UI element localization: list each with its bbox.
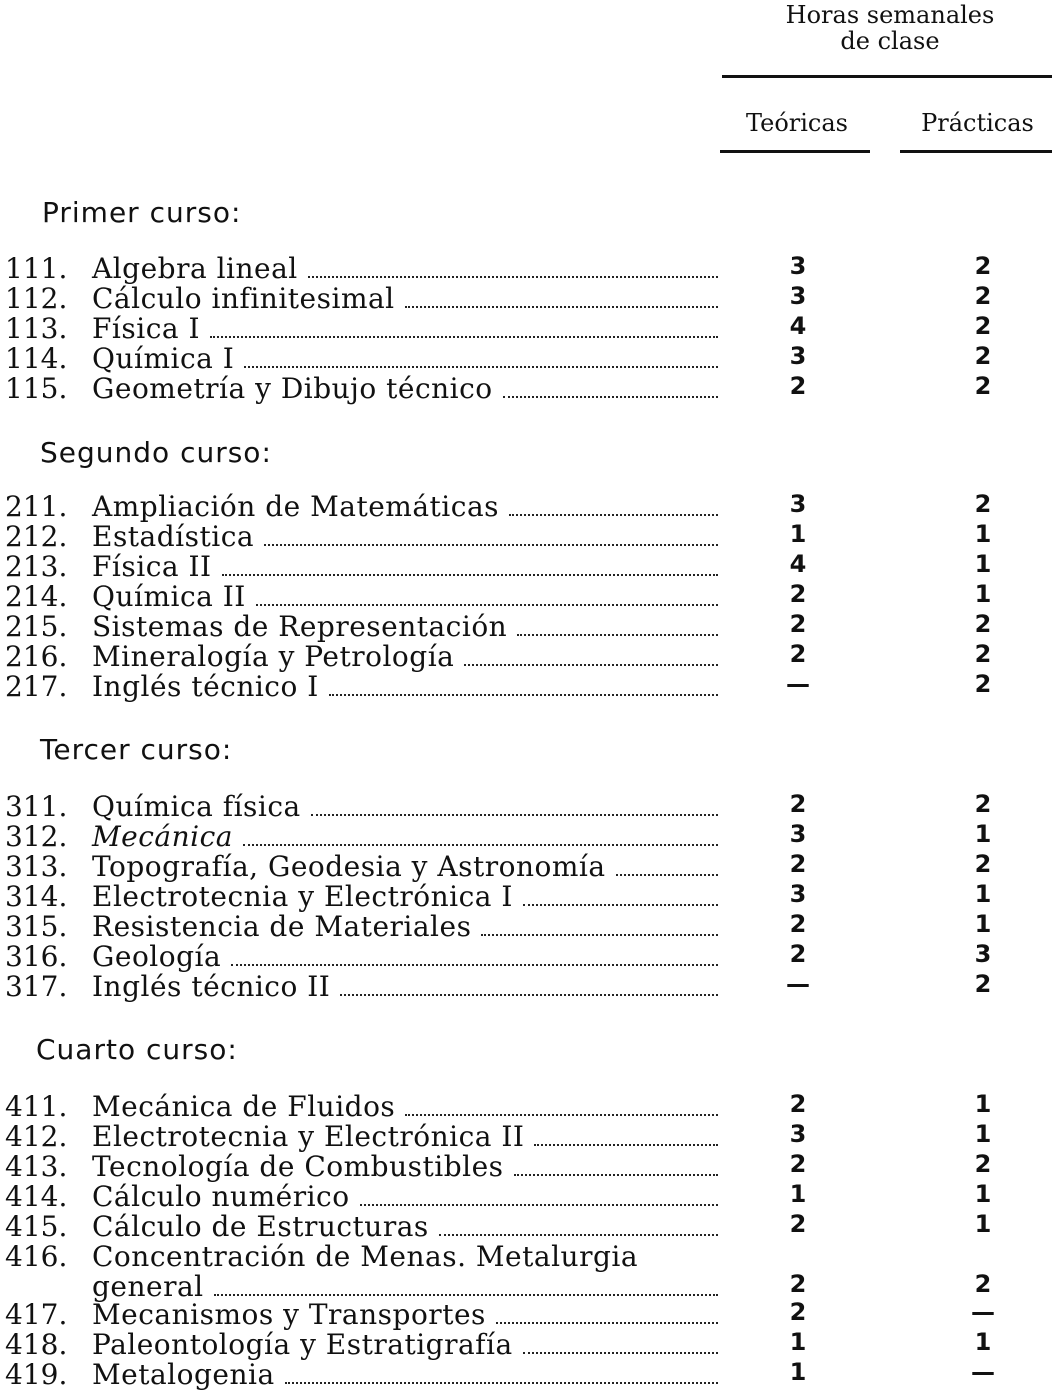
course-number: 412. (5, 1120, 68, 1153)
table-row (0, 1298, 1054, 1331)
subject-name: Geometría y Dibujo técnico (92, 372, 493, 405)
subject-name: general (92, 1270, 204, 1303)
course-number: 216. (5, 640, 68, 673)
dot-leader (210, 316, 718, 338)
course-number: 418. (5, 1328, 68, 1361)
course-number: 214. (5, 580, 68, 613)
course-number: 113. (5, 312, 68, 345)
subject-name: Química física (92, 790, 301, 823)
hours-teoricas: 3 (789, 820, 807, 848)
course-subject (92, 820, 722, 853)
section-title: Primer curso: (42, 196, 242, 229)
hours-teoricas: 4 (789, 312, 807, 340)
course-subject (92, 1180, 722, 1213)
subject-name: Mecánica (92, 820, 233, 853)
hours-teoricas: 1 (789, 1180, 807, 1208)
course-number: 217. (5, 670, 68, 703)
header-title-line1: Horas semanales (785, 1, 995, 29)
dot-leader (222, 554, 718, 576)
course-subject (92, 670, 722, 703)
hours-teoricas: 3 (789, 1120, 807, 1148)
course-subject (92, 790, 722, 823)
subject-name: Ampliación de Matemáticas (92, 490, 500, 523)
hours-practicas: 2 (974, 640, 992, 668)
hours-practicas: 2 (974, 670, 992, 698)
dot-leader (264, 524, 718, 546)
course-subject-line1 (92, 1240, 722, 1273)
course-number: 313. (5, 850, 68, 883)
hours-practicas: 2 (974, 342, 992, 370)
hours-teoricas: 2 (789, 1270, 807, 1298)
hours-practicas: 1 (974, 880, 992, 908)
course-number: 411. (5, 1090, 68, 1123)
course-number: 416. (5, 1240, 68, 1273)
course-subject (92, 880, 722, 913)
hours-teoricas: 2 (789, 910, 807, 938)
course-subject (92, 940, 722, 973)
subject-name: Física II (92, 550, 212, 583)
header-hours-title (760, 2, 1020, 54)
hours-practicas: 1 (974, 1210, 992, 1238)
subject-name: Inglés técnico II (92, 970, 331, 1003)
dot-leader (439, 1214, 718, 1236)
table-row (0, 1180, 1054, 1213)
table-row (0, 490, 1054, 523)
course-number: 215. (5, 610, 68, 643)
table-row (0, 910, 1054, 943)
table-row (0, 252, 1054, 285)
dot-leader (517, 614, 718, 636)
hours-practicas: — (971, 1298, 995, 1326)
course-number: 314. (5, 880, 68, 913)
hours-teoricas: 3 (789, 342, 807, 370)
course-number: 112. (5, 282, 68, 315)
subject-name: Mecánica de Fluidos (92, 1090, 396, 1123)
hours-practicas: 1 (974, 1120, 992, 1148)
dot-leader (509, 494, 718, 516)
hours-practicas: 2 (974, 610, 992, 638)
hours-teoricas: 2 (789, 610, 807, 638)
dot-leader (523, 1332, 718, 1354)
subject-name-line1: Concentración de Menas. Metalurgia (92, 1240, 639, 1273)
hours-practicas: 2 (974, 490, 992, 518)
hours-practicas: 1 (974, 1090, 992, 1118)
table-row (0, 1210, 1054, 1243)
hours-practicas: 1 (974, 910, 992, 938)
table-row (0, 1328, 1054, 1361)
subject-name: Electrotecnia y Electrónica I (92, 880, 513, 913)
dot-leader (523, 884, 718, 906)
dot-leader (464, 644, 718, 666)
course-subject (92, 1298, 722, 1331)
course-subject (92, 1210, 722, 1243)
hours-teoricas: 2 (789, 940, 807, 968)
table-row (0, 1150, 1054, 1183)
subject-name: Paleontología y Estratigrafía (92, 1328, 513, 1361)
course-subject (92, 1358, 722, 1391)
hours-teoricas: 2 (789, 640, 807, 668)
dot-leader (231, 944, 718, 966)
table-row (0, 670, 1054, 703)
subject-name: Electrotecnia y Electrónica II (92, 1120, 525, 1153)
hours-teoricas: 2 (789, 372, 807, 400)
course-subject (92, 550, 722, 583)
table-row (0, 640, 1054, 673)
dot-leader (360, 1184, 718, 1206)
course-number: 315. (5, 910, 68, 943)
dot-leader (481, 914, 718, 936)
header-teoricas: Teóricas (745, 109, 848, 137)
dot-leader (244, 346, 718, 368)
table-row (0, 820, 1054, 853)
header-practicas: Prácticas (921, 109, 1034, 137)
course-subject (92, 640, 722, 673)
subject-name: Mecanismos y Transportes (92, 1298, 486, 1331)
course-number: 111. (5, 252, 68, 285)
hours-teoricas: 2 (789, 580, 807, 608)
course-number: 413. (5, 1150, 68, 1183)
table-row (0, 790, 1054, 823)
hours-teoricas: 3 (789, 490, 807, 518)
hours-practicas: 2 (974, 282, 992, 310)
course-subject (92, 342, 722, 375)
hours-teoricas: 2 (789, 1150, 807, 1178)
course-number: 419. (5, 1358, 68, 1391)
subject-name: Cálculo numérico (92, 1180, 350, 1213)
table-row (0, 520, 1054, 553)
hours-practicas: 2 (974, 1150, 992, 1178)
subject-name: Metalogenia (92, 1358, 275, 1391)
dot-leader (340, 974, 718, 996)
dot-leader (405, 1094, 718, 1116)
hours-practicas: 2 (974, 970, 992, 998)
subject-name: Química I (92, 342, 235, 375)
table-row-continued (0, 1240, 1054, 1273)
section-title: Tercer curso: (40, 733, 233, 766)
dot-leader (311, 794, 718, 816)
hours-practicas: 1 (974, 550, 992, 578)
hours-practicas: 2 (974, 252, 992, 280)
hours-practicas: 3 (974, 940, 992, 968)
subject-name: Topografía, Geodesia y Astronomía (92, 850, 606, 883)
hours-practicas: — (971, 1358, 995, 1386)
dot-leader (496, 1302, 718, 1324)
table-row (0, 550, 1054, 583)
hours-teoricas: 3 (789, 252, 807, 280)
subject-name: Química II (92, 580, 246, 613)
course-subject (92, 372, 722, 405)
dot-leader (308, 256, 718, 278)
subject-name: Estadística (92, 520, 255, 553)
hours-teoricas: 3 (789, 282, 807, 310)
course-subject (92, 610, 722, 643)
hours-teoricas: — (786, 970, 810, 998)
table-row (0, 850, 1054, 883)
table-row (0, 1120, 1054, 1153)
hours-practicas: 2 (974, 790, 992, 818)
course-subject (92, 1090, 722, 1123)
hours-teoricas: — (786, 670, 810, 698)
course-number: 211. (5, 490, 68, 523)
hours-teoricas: 1 (789, 520, 807, 548)
subject-name: Física I (92, 312, 201, 345)
course-subject (92, 580, 722, 613)
course-subject (92, 490, 722, 523)
course-number: 114. (5, 342, 68, 375)
course-subject (92, 282, 722, 315)
table-row (0, 282, 1054, 315)
subject-name: Tecnología de Combustibles (92, 1150, 504, 1183)
header-rule-practicas (900, 150, 1052, 153)
dot-leader (503, 376, 718, 398)
subject-name: Inglés técnico I (92, 670, 319, 703)
table-row (0, 372, 1054, 405)
course-subject (92, 970, 722, 1003)
course-number: 415. (5, 1210, 68, 1243)
course-number: 115. (5, 372, 68, 405)
table-row (0, 580, 1054, 613)
course-subject (92, 910, 722, 943)
hours-practicas: 2 (974, 312, 992, 340)
hours-practicas: 2 (974, 1270, 992, 1298)
hours-teoricas: 4 (789, 550, 807, 578)
course-subject (92, 1150, 722, 1183)
subject-name: Resistencia de Materiales (92, 910, 472, 943)
course-number: 414. (5, 1180, 68, 1213)
subject-name: Mineralogía y Petrología (92, 640, 455, 673)
hours-teoricas: 1 (789, 1328, 807, 1356)
course-number: 212. (5, 520, 68, 553)
hours-teoricas: 2 (789, 1210, 807, 1238)
hours-practicas: 2 (974, 372, 992, 400)
dot-leader (256, 584, 718, 606)
table-row (0, 312, 1054, 345)
hours-practicas: 2 (974, 850, 992, 878)
hours-teoricas: 2 (789, 1298, 807, 1326)
course-subject (92, 1120, 722, 1153)
dot-leader (405, 286, 718, 308)
dot-leader (285, 1362, 718, 1384)
hours-practicas: 1 (974, 580, 992, 608)
dot-leader (329, 674, 718, 696)
course-subject (92, 1328, 722, 1361)
section-title: Cuarto curso: (36, 1033, 238, 1066)
table-row (0, 1270, 1054, 1303)
header-title-line2: de clase (840, 27, 940, 55)
table-row (0, 880, 1054, 913)
course-subject (92, 312, 722, 345)
subject-name: Cálculo infinitesimal (92, 282, 395, 315)
table-row (0, 342, 1054, 375)
dot-leader (214, 1274, 718, 1296)
course-number: 213. (5, 550, 68, 583)
dot-leader (514, 1154, 718, 1176)
subject-name: Sistemas de Representación (92, 610, 508, 643)
course-number: 417. (5, 1298, 68, 1331)
course-subject (92, 252, 722, 285)
course-number: 312. (5, 820, 68, 853)
dot-leader (534, 1124, 718, 1146)
hours-practicas: 1 (974, 1180, 992, 1208)
table-row (0, 1358, 1054, 1391)
hours-practicas: 1 (974, 1328, 992, 1356)
course-number: 311. (5, 790, 68, 823)
hours-teoricas: 2 (789, 850, 807, 878)
subject-name: Algebra lineal (92, 252, 298, 285)
course-number: 317. (5, 970, 68, 1003)
hours-practicas: 1 (974, 520, 992, 548)
dot-leader (243, 824, 718, 846)
table-row (0, 970, 1054, 1003)
course-number: 316. (5, 940, 68, 973)
hours-teoricas: 2 (789, 790, 807, 818)
header-rule-teoricas (720, 150, 870, 153)
subject-name: Geología (92, 940, 222, 973)
table-row (0, 1090, 1054, 1123)
hours-teoricas: 1 (789, 1358, 807, 1386)
table-row (0, 610, 1054, 643)
course-subject (92, 520, 722, 553)
course-subject (92, 850, 722, 883)
subject-name: Cálculo de Estructuras (92, 1210, 429, 1243)
hours-practicas: 1 (974, 820, 992, 848)
hours-teoricas: 3 (789, 880, 807, 908)
section-title: Segundo curso: (40, 436, 272, 469)
header-top-rule (722, 75, 1052, 78)
dot-leader (616, 854, 718, 876)
hours-teoricas: 2 (789, 1090, 807, 1118)
table-row (0, 940, 1054, 973)
